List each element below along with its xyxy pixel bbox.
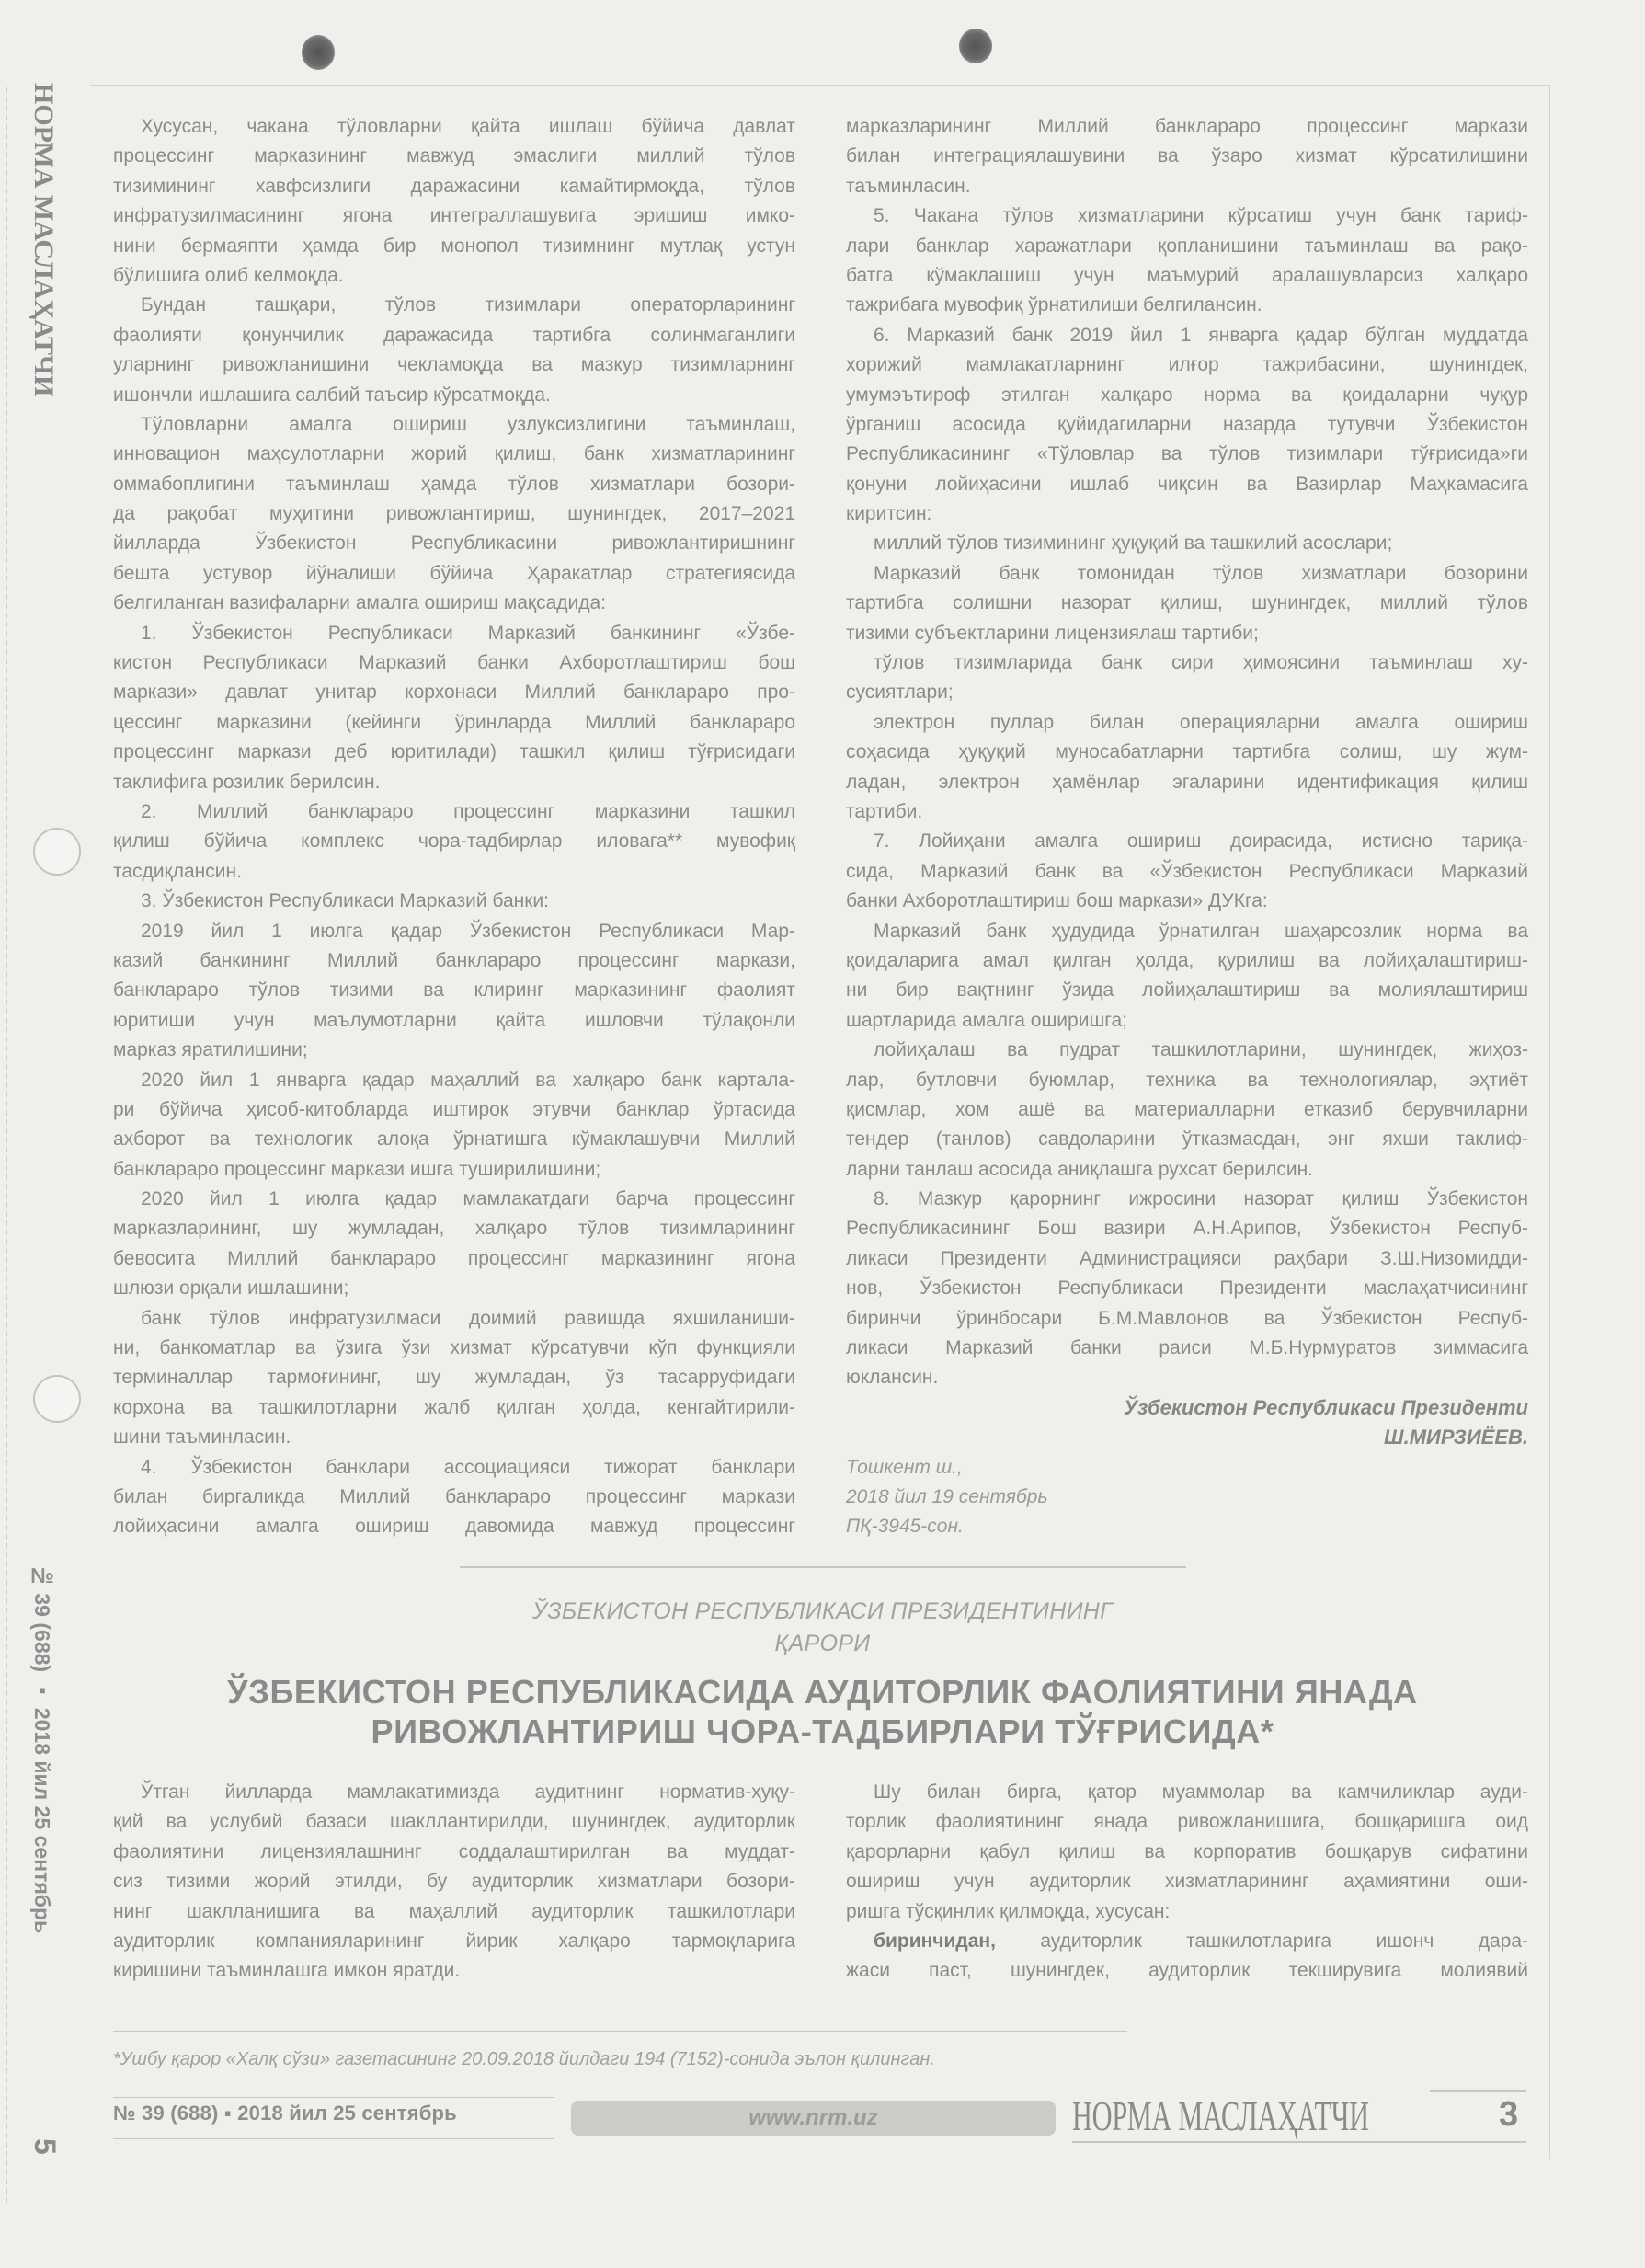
right-column — [846, 112, 1528, 1393]
text-line: 7. Лойиҳани амалга ошириш доирасида, истисно тариқа- — [874, 830, 1528, 853]
text-line: Ўтган йилларда мамлакатимизда аудитнинг норматив-ҳуқу- — [141, 1781, 795, 1803]
text-line — [846, 1927, 1528, 1956]
text-line: батга кўмаклашиш учун маъмурий аралашувларсиз халқаро — [846, 264, 1528, 286]
text-line: марказ яратилишини; — [113, 1039, 308, 1061]
text-line: 1. Ўзбекистон Республикаси Марказий банкининг «Ўзбе- — [141, 622, 795, 644]
text-line: нини бермаяпти ҳамда бир монопол тизимнинг мутлақ устун — [113, 235, 795, 257]
text-line: тартиби. — [846, 800, 923, 822]
text-line: тажрибага мувофиқ ўрнатилиши белгилансин. — [846, 294, 1262, 316]
left-column — [113, 112, 795, 1542]
article-title: РИВОЖЛАНТИРИШ ЧОРА-ТАДБИРЛАРИ ТЎҒРИСИДА* — [371, 1712, 1274, 1750]
text-line: уларнинг ривожланишини чекламоқда ва мазкур тизимларнинг — [113, 354, 795, 376]
text-line: қилиш бўйича комплекс чора-тадбирлар иловага** мувофиқ — [113, 830, 795, 853]
text-line: 2020 йил 1 июлга қадар мамлакатдаги барча процессинг — [141, 1188, 795, 1210]
article-left-column — [113, 1778, 795, 1987]
footer-rule — [1072, 2141, 1526, 2143]
text-line: биринчи ўринбосари Б.М.Мавлонов ва Ўзбекистон Респуб- — [846, 1307, 1528, 1329]
footer-issue-info: № 39 (688) ▪ 2018 йил 25 сентябрь — [113, 2102, 457, 2125]
place-line: Тошкент ш., — [846, 1457, 963, 1478]
text-line: қонуни лойиҳасини ишлаб чиқсин ва Вазирлар Маҳкамасига — [846, 473, 1528, 495]
footnote: *Ушбу қарор «Халқ сўзи» газетасининг 20.09.2018 йилдаги 194 (7152)-сонида эълон қилинган. — [113, 2049, 935, 2069]
text-line: қоидаларига амал қилган ҳолда, қурилиш ва лойиҳалаштириш- — [846, 949, 1528, 971]
text-line: шини таъминласин. — [113, 1426, 291, 1449]
text-line: билан интеграциялашувини ва ўзаро хизмат кўрсатилишини — [846, 145, 1528, 167]
text-line: нинг шаклланишига ва маҳаллий аудиторлик ташкилотлари — [113, 1900, 795, 1922]
article-kicker: ҚАРОРИ — [774, 1631, 871, 1656]
text-line: оммабоплигини таъминлаш ҳамда тўлов хизматлари бозори- — [113, 473, 795, 495]
text-line: марказларининг Миллий банклараро процессинг маркази — [846, 116, 1528, 137]
text-line: Шу билан бирга, қатор муаммолар ва камчиликлар ауди- — [874, 1781, 1528, 1803]
text-line: белгиланган вазифаларни амалга ошириш мақсадида: — [113, 592, 607, 614]
text-line: жаси паст, шунингдек, аудиторлик текширувига молиявий — [846, 1960, 1528, 1982]
website-link[interactable]: www.nrm.uz — [571, 2101, 1056, 2136]
side-issue-info: № 39 (688) ▪ 2018 йил 25 сентябрь — [30, 1564, 54, 1934]
text-line: Республикасининг «Тўловлар ва тўлов тизимлари тўғрисида»ги — [846, 443, 1528, 465]
text-line: ахборот ва технологик алоқа ўрнатишга кўмаклашувчи Миллий — [113, 1128, 795, 1151]
side-page-number: 5 — [29, 2138, 62, 2155]
text-line: миллий тўлов тизимининг ҳуқуқий ва ташкилий асослари; — [874, 533, 1393, 555]
text-line: бевосита Миллий банклараро процессинг марказининг ягона — [113, 1247, 795, 1269]
footer-brand: НОРМА МАСЛАҲАТЧИ — [1072, 2092, 1369, 2139]
text-line: 2020 йил 1 январга қадар маҳаллий ва халқаро банк картала- — [141, 1069, 795, 1091]
text-line: шартларида амалга оширишга; — [846, 1009, 1127, 1031]
text-line: лари банклар харажатлари қопланишини таъминлаш ва рақо- — [846, 235, 1528, 257]
text-line: электрон пуллар билан операцияларни амалга ошириш — [874, 711, 1528, 733]
text-line: ри бўйича ҳисоб-китобларда иштирок этувчи банклар ўртасида — [113, 1098, 795, 1120]
article-right-column — [846, 1778, 1528, 1987]
text-line: Марказий банк томонидан тўлов хизматлари бозорини — [874, 562, 1528, 584]
text-line: киритсин: — [846, 503, 932, 525]
section-divider — [460, 1566, 1186, 1568]
date-line: 2018 йил 19 сентябрь — [846, 1486, 1048, 1507]
text-line: ликаси Президенти Администрацияси раҳбари З.Ш.Низомидди- — [846, 1247, 1528, 1269]
text-line: Тўловларни амалга ошириш узлуксизлигини таъминлаш, — [141, 413, 795, 435]
text-line: бешта устувор йўналиши бўйича Ҳаракатлар стратегиясида — [113, 562, 795, 584]
text-line: процессинг марказининг мавжуд эмаслиги миллий тўлов — [113, 145, 795, 167]
text-line: 6. Марказий банк 2019 йил 1 январга қадар бўлган муддатда — [874, 324, 1528, 346]
article-title: ЎЗБЕКИСТОН РЕСПУБЛИКАСИДА АУДИТОРЛИК ФАОЛИЯТИНИ ЯНАДА — [227, 1673, 1418, 1711]
text-line: таъминласин. — [846, 175, 971, 197]
text-line: ришга тўсқинлик қилмоқда, хусусан: — [846, 1900, 1171, 1922]
text-line: 2019 йил 1 июлга қадар Ўзбекистон Республикаси Мар- — [141, 920, 795, 942]
side-brand: НОРМА МАСЛАҲАТЧИ — [29, 83, 59, 397]
signature-title: Ўзбекистон Республикаси Президенти — [1124, 1396, 1528, 1419]
text-line: фаолияти қонунчилик даражасида тартибга солинмаганлиги — [113, 324, 795, 346]
binder-hole-mark — [302, 35, 335, 70]
footer-rule — [1430, 2090, 1526, 2092]
text-line: 2. Миллий банклараро процессинг марказини ташкил — [141, 800, 795, 822]
text-line: банклараро тўлов тизими ва клиринг марказининг фаолият — [113, 979, 795, 1002]
text-line: 5. Чакана тўлов хизматларини кўрсатиш учун банк тариф- — [874, 205, 1528, 227]
text-line: процессинг маркази деб юритилади) ташкил қилиш тўғрисидаги — [113, 741, 795, 763]
text-line: лойиҳасини амалга ошириш давомида мавжуд процессинг — [113, 1516, 795, 1538]
text-line: Бундан ташқари, тўлов тизимлари операторларининг — [141, 294, 795, 316]
footer-rule — [113, 2097, 554, 2098]
text-line: қисмлар, хом ашё ва материалларни етказиб берувчиларни — [846, 1098, 1528, 1120]
text-line: лойиҳалаш ва пудрат ташкилотларини, шунингдек, жиҳоз- — [874, 1039, 1528, 1061]
text-line: аудиторлик компанияларининг йирик халқаро тармоқларига — [113, 1930, 795, 1952]
text-line: йилларда Ўзбекистон Республикасини ривожлантиришнинг — [113, 533, 795, 555]
text-line: қарорларни қабул қилиш ва корпоратив бошқарув сифатини — [846, 1840, 1528, 1862]
text-line: сусиятлари; — [846, 682, 954, 704]
bold-lead: биринчидан, — [874, 1930, 996, 1952]
text-line: ликаси Марказий банки раиси М.Б.Нурмуратов зиммасига — [846, 1337, 1528, 1359]
text-line: казий банкининг Миллий банклараро процессинг маркази, — [113, 949, 795, 971]
text-line: цессинг марказини (кейинги ўринларда Миллий банклараро — [113, 711, 795, 733]
text-line: тизими субъектларини лицензиялаш тартиби; — [846, 622, 1259, 644]
text-line: билан биргаликда Миллий банклараро процессинг маркази — [113, 1485, 795, 1507]
text-line: сида, Марказий банк ва «Ўзбекистон Республикаси Марказий — [846, 860, 1528, 882]
text-line: таклифига розилик берилсин. — [113, 771, 381, 793]
text-line: кистон Республикаси Марказий банки Ахборотлаштириш бош — [113, 652, 795, 674]
text-line: юритиши учун маълумотларни қайта ишловчи тўлақонли — [113, 1009, 795, 1031]
text-line: Хусусан, чакана тўловларни қайта ишлаш бўйича давлат — [141, 116, 795, 137]
text-line: соҳасида ҳуқуқий муносабатларни тартибга солиш, шу жум- — [846, 741, 1528, 763]
text-line: 8. Мазкур қарорнинг ижросини назорат қилиш Ўзбекистон — [874, 1188, 1528, 1210]
text-line: торлик фаолиятининг янада ривожланишига, бошқаришга оид — [846, 1811, 1528, 1833]
punch-hole-icon — [33, 1375, 81, 1423]
decree-number: ПҚ-3945-сон. — [846, 1516, 964, 1537]
text-line: тизимининг хавфсизлиги даражасини камайтирмоқда, тўлов — [113, 175, 795, 197]
text-line: инновацион маҳсулотларни жорий қилиш, банк хизматларининг — [113, 443, 795, 465]
text-line: банки Ахборотлаштириш бош маркази» ДУКга: — [846, 890, 1268, 912]
binder-hole-mark — [959, 29, 992, 63]
text-line: банклараро процессинг маркази ишга туширилишини; — [113, 1158, 601, 1180]
text-line: тендер (танлов) савдоларини ўтказмасдан, энг яхши таклиф- — [846, 1128, 1528, 1151]
page-number: 3 — [1499, 2095, 1519, 2134]
text-line: маркази» давлат унитар корхонаси Миллий банклараро про- — [113, 682, 795, 704]
text-line: корхона ва ташкилотларни жалб қилган ҳолда, кенгайтирили- — [113, 1396, 795, 1418]
text-line: Республикасининг Бош вазири А.Н.Арипов, Ўзбекистон Респуб- — [846, 1218, 1528, 1240]
text-line: умумэътироф этилган халқаро норма ва қоидаларни чуқур — [846, 384, 1528, 406]
text-line: тасдиқлансин. — [113, 860, 242, 882]
text-line: бўлишига олиб келмоқда. — [113, 264, 344, 286]
text-line: фаолиятини лицензиялашнинг соддалаштирилган ва муддат- — [113, 1840, 795, 1862]
text-line: нов, Ўзбекистон Республикаси Президенти маслаҳатчисининг — [846, 1277, 1528, 1300]
text-line: тартибга солишни назорат қилиш, шунингдек, миллий тўлов — [846, 592, 1528, 614]
signature-name: Ш.МИРЗИЁЕВ. — [1384, 1426, 1528, 1449]
text-line: ни, банкоматлар ва ўзига ўзи хизмат кўрсатувчи кўп функцияли — [113, 1337, 795, 1359]
perforation-line — [6, 87, 7, 2203]
text-line: 4. Ўзбекистон банклари ассоциацияси тижорат банклари — [141, 1456, 795, 1478]
text-line: шлюзи орқали ишлашини; — [113, 1277, 349, 1300]
text-line: ошириш учун аудиторлик хизматларининг аҳамиятини оши- — [846, 1871, 1528, 1893]
text-line: Марказий банк ҳудудида ўрнатилган шаҳарсозлик норма ва — [874, 920, 1528, 942]
text-line: ўрганиш асосида қуйидагиларни назарда тутувчи Ўзбекистон — [846, 413, 1528, 435]
text-line: сиз тизими жорий этилди, бу аудиторлик хизматлари бозори- — [113, 1871, 795, 1893]
footer-rule — [113, 2138, 554, 2139]
text-line: юклансин. — [846, 1367, 939, 1389]
text-line: ни бир вақтнинг ўзида лойиҳалаштириш ва молиялаштириш — [846, 979, 1528, 1002]
text-line: киришини таъминлашга имкон яратди. — [113, 1960, 461, 1982]
text-line: қий ва услубий базаси шакллантирилди, шунингдек, аудиторлик — [113, 1811, 795, 1833]
text-line: лар, бутловчи буюмлар, техника ва технологиялар, эҳтиёт — [846, 1069, 1528, 1091]
text-line: банк тўлов инфратузилмаси доимий равишда яхшиланиши- — [141, 1307, 795, 1329]
text-line: терминаллар тармоғининг, шу жумладан, ўз тасарруфидаги — [113, 1367, 795, 1389]
text-line: инфратузилмасининг ягона интеграллашувига эришиш имко- — [113, 205, 795, 227]
punch-hole-icon — [33, 828, 81, 876]
text-run: аудиторлик ташкилотларига ишонч дара- — [995, 1930, 1528, 1952]
text-line: хорижий мамлакатларнинг илғор тажрибасини, шунингдек, — [846, 354, 1528, 376]
text-line: да рақобат муҳитини ривожлантириш, шунингдек, 2017–2021 — [113, 503, 795, 525]
footnote-divider — [113, 2031, 1127, 2032]
text-line: марказларининг, шу жумладан, халқаро тўлов тизимларининг — [113, 1218, 795, 1240]
text-line: ларни танлаш асосида аниқлашга рухсат берилсин. — [846, 1158, 1313, 1180]
article-kicker: ЎЗБЕКИСТОН РЕСПУБЛИКАСИ ПРЕЗИДЕНТИНИНГ — [531, 1598, 1114, 1624]
text-line: 3. Ўзбекистон Республикаси Марказий банки: — [141, 890, 549, 912]
text-line: ладан, электрон ҳамёнлар эгаларини идентификация қилиш — [846, 771, 1528, 793]
text-line: ишончли ишлашига салбий таъсир кўрсатмоқда. — [113, 384, 551, 406]
text-line: тўлов тизимларида банк сири ҳимоясини таъминлаш ху- — [874, 652, 1528, 674]
